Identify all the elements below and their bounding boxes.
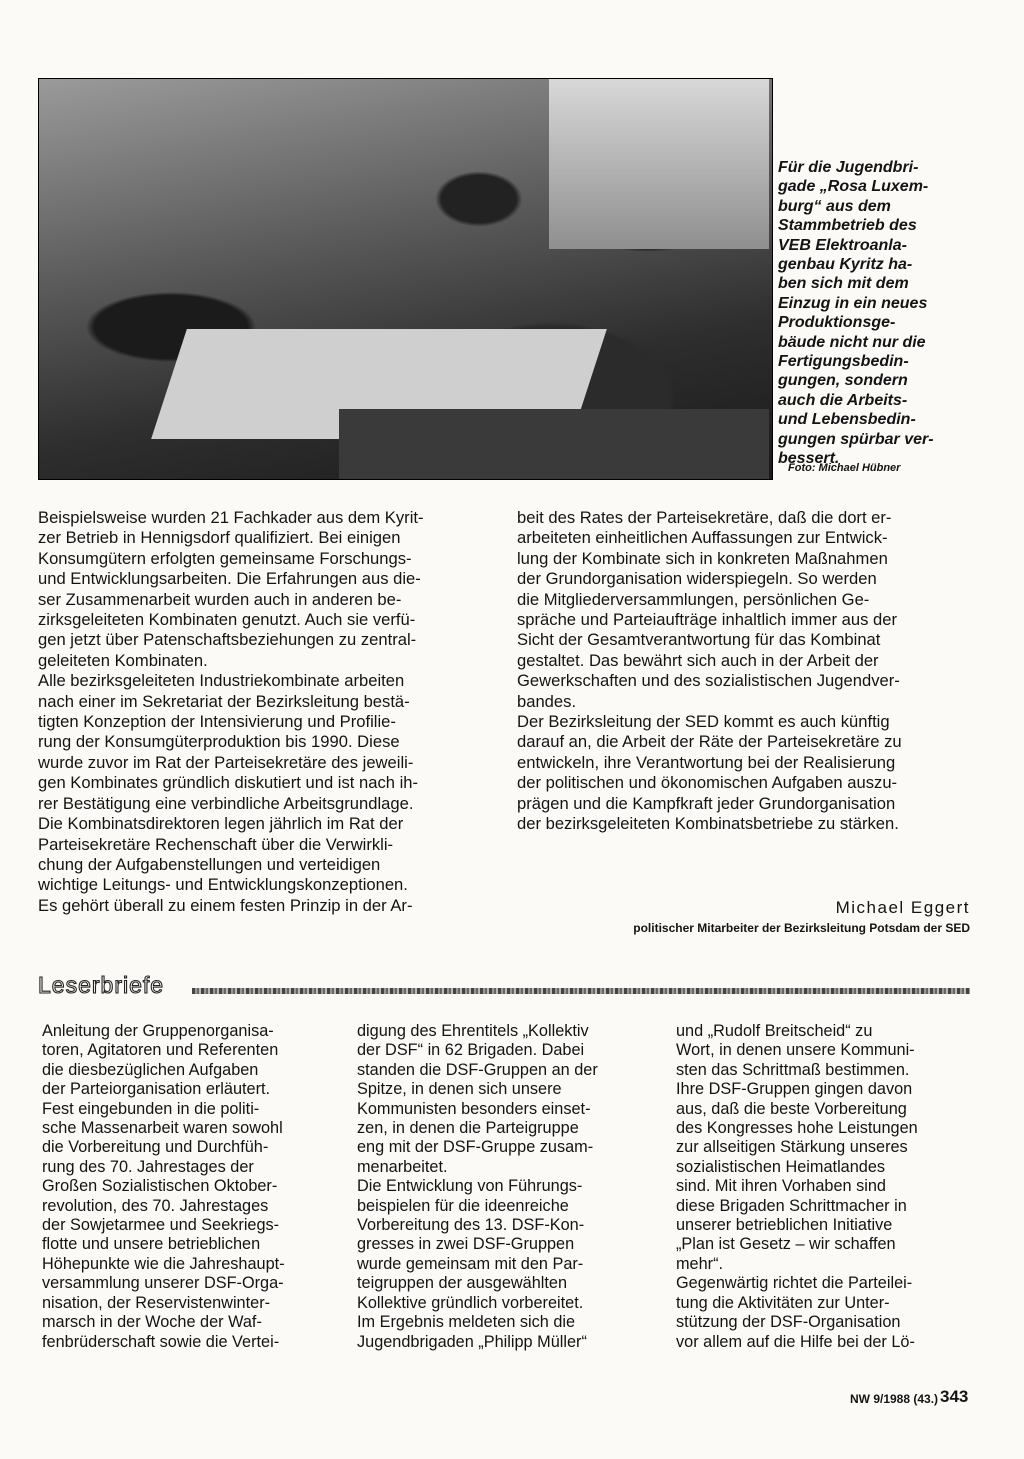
text-line: Parteisekretäre Rechenschaft über die Verwirkli-	[38, 834, 394, 854]
text-line: des Kongresses hohe Leistungen	[676, 1119, 918, 1138]
text-line: lung der Kombinate sich in konkreten Maßnahmen	[517, 548, 888, 568]
text-line: Für die Jugendbri-	[778, 159, 919, 176]
text-line: Stammbetrieb des	[778, 217, 917, 235]
article-author-role: politischer Mitarbeiter der Bezirksleitung Potsdam der SED	[633, 921, 970, 935]
text-line: wurde gemeinsam mit den Par-	[357, 1254, 584, 1273]
text-line: Kollektive gründlich vorbereitet.	[357, 1293, 584, 1312]
text-line: rung der Konsumgüterproduktion bis 1990. Diese	[38, 732, 400, 752]
letters-column-1	[42, 1022, 285, 1352]
text-line: nisation, der Reservistenwinter-	[42, 1293, 271, 1312]
text-line: gungen spürbar ver-	[778, 430, 934, 448]
text-line: gresses in zwei DSF-Gruppen	[357, 1235, 575, 1254]
text-line: gestaltet. Das bewährt sich auch in der Arbeit der	[517, 650, 879, 670]
text-line: versammlung unserer DSF-Orga-	[42, 1274, 284, 1293]
text-line: eng mit der DSF-Gruppe zusam-	[357, 1138, 594, 1157]
text-line: zirksgeleiteten Kombinaten genutzt. Auch sie verfü-	[38, 610, 416, 630]
page-number: 343	[940, 1387, 969, 1406]
text-line: gen Kombinates gründlich diskutiert und ist nach ih-	[38, 773, 419, 793]
text-line: entwickeln, ihre Verantwortung bei der Realisierung	[517, 752, 896, 772]
text-line: der DSF“ in 62 Brigaden. Dabei	[357, 1041, 585, 1060]
text-line: marsch in der Woche der Waf-	[42, 1313, 262, 1332]
text-line: sozialistischen Heimatlandes	[676, 1157, 886, 1176]
text-line: Ihre DSF-Gruppen gingen davon	[676, 1080, 913, 1099]
section-rule	[192, 988, 970, 994]
text-line: unserer betrieblichen Initiative	[676, 1216, 893, 1235]
text-line: der Parteiorganisation erläutert.	[42, 1080, 271, 1099]
issue-reference: NW 9/1988 (43.)	[850, 1392, 939, 1406]
text-line: Konsumgütern erfolgten gemeinsame Forschungs-	[38, 548, 412, 568]
text-line: die diesbezüglichen Aufgaben	[42, 1060, 259, 1079]
text-line: wurde zuvor im Rat der Parteisekretäre des jeweili-	[38, 752, 414, 772]
text-line: bäude nicht nur die	[778, 333, 926, 351]
text-line: auch die Arbeits-	[778, 391, 908, 409]
photo-caption	[778, 158, 973, 469]
text-line: Fertigungsbedin-	[778, 353, 909, 371]
text-line: standen die DSF-Gruppen an der	[357, 1060, 598, 1079]
text-line: genbau Kyritz ha-	[778, 256, 913, 274]
letters-column-3	[676, 1022, 918, 1352]
text-line: prägen und die Kampfkraft jeder Grundorganisation	[517, 793, 896, 813]
text-line: digung des Ehrentitels „Kollektiv	[357, 1022, 589, 1040]
text-line: teigruppen der ausgewählten	[357, 1274, 568, 1293]
text-line: zer Betrieb in Hennigsdorf qualifiziert. Bei einigen	[38, 528, 401, 548]
text-line: revolution, des 70. Jahrestages	[42, 1196, 269, 1215]
text-line: burg“ aus dem	[778, 197, 891, 215]
text-line: spräche und Parteiaufträge inhaltlich immer aus der	[517, 610, 898, 630]
text-line: Einzug in ein neues	[778, 294, 928, 312]
text-line: zen, in denen die Parteigruppe	[357, 1119, 579, 1138]
article-column-right	[517, 508, 972, 835]
text-line: bandes.	[517, 691, 577, 711]
section-title-leserbriefe: Leserbriefe	[38, 972, 165, 998]
text-line: Wort, in denen unsere Kommuni-	[676, 1041, 915, 1060]
text-line: gungen, sondern	[778, 372, 908, 390]
text-line: chung der Aufgabenstellungen und verteidigen	[38, 854, 381, 874]
text-line: gen jetzt über Patenschaftsbeziehungen zu zentral-	[38, 630, 417, 650]
article-column-left	[38, 508, 498, 916]
text-line: sind. Mit ihren Vorhaben sind	[676, 1177, 886, 1196]
text-line: toren, Agitatoren und Referenten	[42, 1041, 279, 1060]
text-line: Jugendbrigaden „Philipp Müller“	[357, 1332, 587, 1351]
text-line: der Grundorganisation widerspiegeln. So werden	[517, 569, 877, 589]
text-line: „Plan ist Gesetz – wir schaffen	[676, 1235, 896, 1254]
text-line: bessert.	[778, 450, 840, 468]
text-line: Höhepunkte wie die Jahreshaupt-	[42, 1254, 285, 1273]
text-line: tung die Aktivitäten zur Unter-	[676, 1293, 890, 1312]
text-line: Die Entwicklung von Führungs-	[357, 1177, 583, 1196]
text-line: Im Ergebnis meldeten sich die	[357, 1313, 576, 1332]
text-line: die Mitgliederversammlungen, persönlichen Ge-	[517, 589, 870, 609]
text-line: ben sich mit dem	[778, 275, 909, 293]
text-line: rung des 70. Jahrestages der	[42, 1157, 254, 1176]
text-line: Gegenwärtig richtet die Parteilei-	[676, 1274, 913, 1293]
text-line: VEB Elektroanla-	[778, 236, 907, 254]
text-line: der Sowjetarmee und Seekriegs-	[42, 1216, 280, 1235]
text-line: flotte und unsere betrieblichen	[42, 1235, 261, 1254]
text-line: darauf an, die Arbeit der Räte der Parteisekretäre zu	[517, 732, 902, 752]
text-line: aus, daß die beste Vorbereitung	[676, 1099, 907, 1118]
text-line: tigten Konzeption der Intensivierung und Profilie-	[38, 712, 396, 732]
text-line: Sicht der Gesamtverantwortung für das Kombinat	[517, 630, 881, 650]
text-line: fenbrüderschaft sowie die Vertei-	[42, 1332, 280, 1351]
text-line: Vorbereitung des 13. DSF-Kon-	[357, 1216, 585, 1235]
text-line: und Lebensbedin-	[778, 411, 916, 429]
text-line: sten das Schrittmaß bestimmen.	[676, 1060, 910, 1079]
text-line: Alle bezirksgeleiteten Industriekombinate arbeiten	[38, 671, 405, 691]
photo-window	[549, 79, 769, 249]
text-line: Die Kombinatsdirektoren legen jährlich im Rat der	[38, 814, 404, 834]
article-author: Michael Eggert	[835, 898, 970, 917]
text-line: sche Massenarbeit waren sowohl	[42, 1119, 283, 1138]
text-line: beispielen für die ideenreiche	[357, 1196, 569, 1215]
text-line: Kommunisten besonders einset-	[357, 1099, 591, 1118]
letters-column-2	[357, 1022, 598, 1352]
text-line: beit des Rates der Parteisekretäre, daß die dort er-	[517, 508, 892, 527]
text-line: Anleitung der Gruppenorganisa-	[42, 1022, 274, 1040]
text-line: und Entwicklungsarbeiten. Die Erfahrungen aus die-	[38, 569, 421, 589]
text-line: Produktionsge-	[778, 314, 896, 332]
text-line: nach einer im Sekretariat der Bezirksleitung bestä-	[38, 691, 410, 711]
text-line: mehr“.	[676, 1254, 724, 1273]
text-line: rer Bestätigung eine verbindliche Arbeitsgrundlage.	[38, 793, 414, 813]
text-line: der politischen und ökonomischen Aufgaben auszu-	[517, 773, 898, 793]
text-line: wichtige Leitungs- und Entwicklungskonzeptionen.	[38, 875, 408, 895]
photo-worktable	[339, 409, 769, 479]
text-line: Beispielsweise wurden 21 Fachkader aus dem Kyrit-	[38, 508, 424, 527]
text-line: geleiteten Kombinaten.	[38, 650, 208, 670]
text-line: die Vorbereitung und Durchfüh-	[42, 1138, 269, 1157]
text-line: Der Bezirksleitung der SED kommt es auch künftig	[517, 712, 890, 732]
text-line: gade „Rosa Luxem-	[778, 178, 929, 196]
text-line: Großen Sozialistischen Oktober-	[42, 1177, 278, 1196]
text-line: ser Zusammenarbeit wurden auch in anderen be-	[38, 589, 402, 609]
text-line: arbeiteten einheitlichen Auffassungen zur Entwick-	[517, 528, 888, 548]
text-line: und „Rudolf Breitscheid“ zu	[676, 1022, 873, 1040]
text-line: stützung der DSF-Organisation	[676, 1313, 901, 1332]
text-line: Gewerkschaften und des sozialistischen Jugendver-	[517, 671, 900, 691]
text-line: Es gehört überall zu einem festen Prinzip in der Ar-	[38, 895, 413, 915]
text-line: vor allem auf die Hilfe bei der Lö-	[676, 1332, 915, 1351]
text-line: der bezirksgeleiteten Kombinatsbetriebe zu stärken.	[517, 814, 899, 834]
text-line: diese Brigaden Schrittmacher in	[676, 1196, 907, 1215]
article-photo	[38, 78, 773, 480]
text-line: menarbeitet.	[357, 1157, 448, 1176]
text-line: zur allseitigen Stärkung unseres	[676, 1138, 908, 1157]
photo-credit: Foto: Michael Hübner	[788, 462, 901, 474]
text-line: Spitze, in denen sich unsere	[357, 1080, 562, 1099]
text-line: Fest eingebunden in die politi-	[42, 1099, 260, 1118]
